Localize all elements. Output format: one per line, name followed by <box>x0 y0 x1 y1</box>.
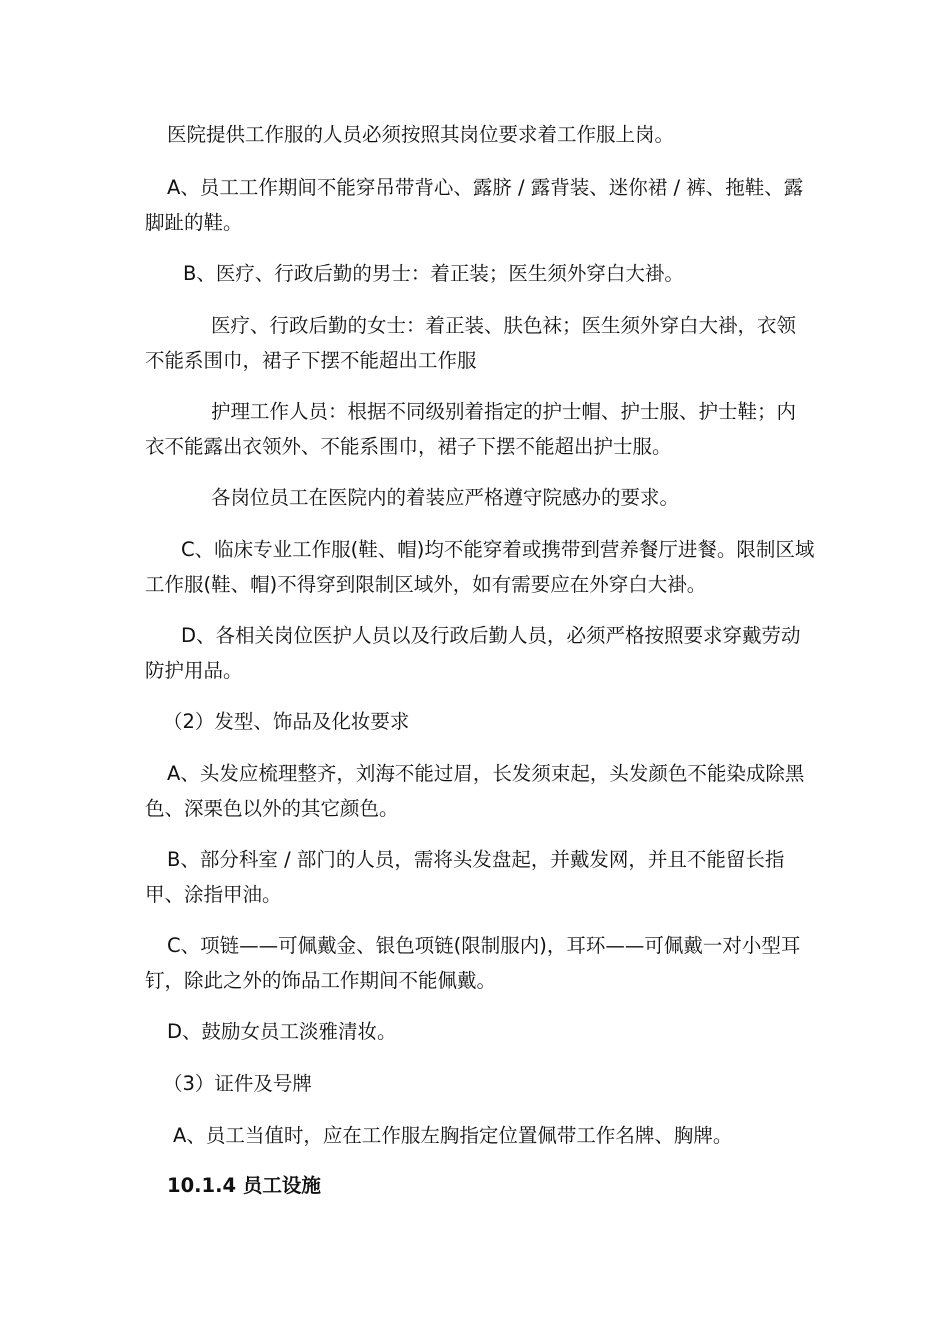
section-heading-staff-facilities: 10.1.4 员工设施 <box>167 1174 321 1197</box>
paragraph-item-d-makeup: D、鼓励女员工淡雅清妆。 <box>167 1020 397 1043</box>
paragraph-uniform-requirement: 医院提供工作服的人员必须按照其岗位要求着工作服上岗。 <box>167 123 675 146</box>
paragraph-infection-control: 各岗位员工在医院内的着装应严格遵守院感办的要求。 <box>211 486 680 509</box>
paragraph-item-c-clinical: C、临床专业工作服(鞋、帽)均不能穿着或携带到营养餐厅进餐。限制区域工作服(鞋、帽)不得穿到限制区域外，如有需要应在外穿白大褂。 <box>145 538 815 596</box>
paragraph-item-b-men: B、医疗、行政后勤的男士：着正装；医生须外穿白大褂。 <box>183 262 684 285</box>
paragraph-item-c-jewelry: C、项链——可佩戴金、银色项链(限制服内)，耳环——可佩戴一对小型耳钉，除此之外的饰品工作期间不能佩戴。 <box>145 934 801 992</box>
paragraph-nursing-staff: 护理工作人员：根据不同级别着指定的护士帽、护士服、护士鞋；内衣不能露出衣领外、不能系围巾，裙子下摆不能超出护士服。 <box>145 400 797 458</box>
paragraph-item-a-badge: A、员工当值时，应在工作服左胸指定位置佩带工作名牌、胸牌。 <box>173 1124 733 1147</box>
paragraph-item-b-hair-net: B、部分科室 / 部门的人员，需将头发盘起，并戴发网，并且不能留长指甲、涂指甲油。 <box>145 848 785 906</box>
paragraph-item-d-protection: D、各相关岗位医护人员以及行政后勤人员，必须严格按照要求穿戴劳动防护用品。 <box>145 624 801 682</box>
paragraph-item-a-dress: A、员工工作期间不能穿吊带背心、露脐 / 露背装、迷你裙 / 裤、拖鞋、露脚趾的鞋。 <box>145 176 804 234</box>
section-badges: （3）证件及号牌 <box>163 1072 312 1095</box>
paragraph-item-a-hair: A、头发应梳理整齐，刘海不能过眉，长发须束起，头发颜色不能染成除黑色、深栗色以外的其它颜色。 <box>145 762 805 820</box>
paragraph-women-dress: 医疗、行政后勤的女士：着正装、肤色袜；医生须外穿白大褂，衣领不能系围巾，裙子下摆不能超出工作服 <box>145 314 797 372</box>
section-hair-accessories: （2）发型、饰品及化妆要求 <box>163 710 410 733</box>
